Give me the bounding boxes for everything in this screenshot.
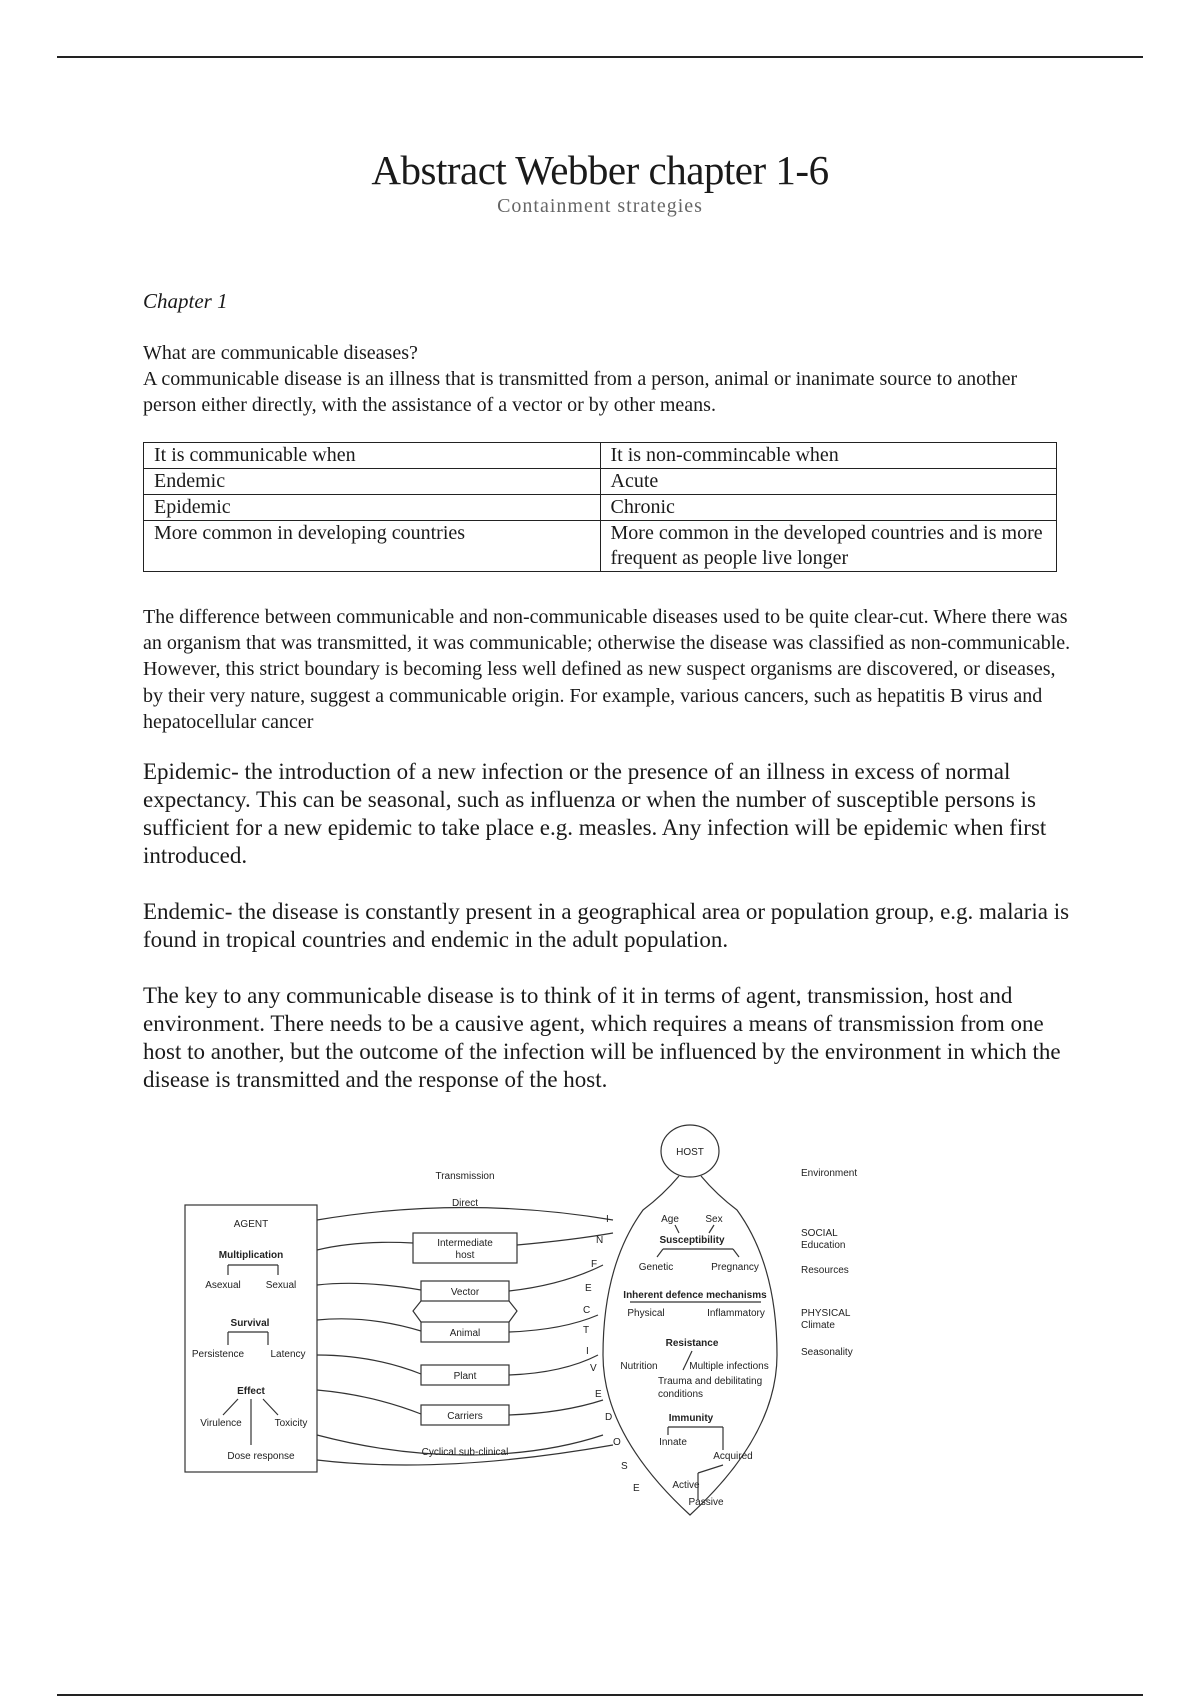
transmission-animal: Animal bbox=[449, 1328, 481, 1339]
environment-physical: PHYSICAL bbox=[801, 1308, 851, 1319]
environment-title: Environment bbox=[801, 1168, 858, 1179]
intro-question: What are communicable diseases? bbox=[143, 342, 418, 364]
agent-host-environment-diagram bbox=[143, 1115, 933, 1555]
bottom-rule bbox=[57, 1694, 1143, 1696]
host-genetic: Genetic bbox=[638, 1262, 674, 1273]
table-cell: Chronic bbox=[600, 495, 1057, 521]
epidemic-paragraph: Epidemic- the introduction of a new infection or the presence of an illness in excess of normal expectancy. This can be seasonal, such as influenza or when the number of susceptible persons is sufficient for a new epidemic to take place e.g. measles. Any infection will be epidemic when first introduced. bbox=[143, 759, 1047, 868]
transmission-title: Transmission bbox=[435, 1171, 495, 1182]
table-row bbox=[144, 469, 1057, 495]
infection-letter: T bbox=[583, 1325, 590, 1336]
host-acquired: Acquired bbox=[713, 1451, 753, 1462]
infection-letter: C bbox=[583, 1305, 591, 1316]
top-rule bbox=[57, 56, 1143, 58]
infection-letter: F bbox=[591, 1259, 598, 1270]
infection-letter: S bbox=[621, 1461, 628, 1472]
environment-social: SOCIAL bbox=[801, 1228, 838, 1239]
host-trauma-conditions: conditions bbox=[658, 1389, 704, 1400]
agent-toxicity: Toxicity bbox=[274, 1418, 308, 1429]
infection-letter: E bbox=[595, 1389, 602, 1400]
infection-letter: D bbox=[605, 1412, 613, 1423]
host-physical: Physical bbox=[627, 1308, 665, 1319]
host-active: Active bbox=[672, 1480, 700, 1491]
difference-paragraph: The difference between communicable and non-communicable diseases used to be quite clear-cut. Where there was an organism that was transmitted, it was communicable; otherwise the disease was classified as non-communicable. However, this strict boundary is becoming less well defined as new suspect organisms are discovered, or diseases, by their very nature, suggest a communicable origin. For example, various cancers, such as hepatitis B virus and hepatocellular cancer bbox=[143, 606, 1071, 733]
table-cell: It is non-commincable when bbox=[600, 443, 1057, 469]
transmission-cyclical: Cyclical sub-clinical bbox=[421, 1447, 509, 1458]
table-cell: More common in the developed countries and is more frequent as people live longer bbox=[600, 521, 1057, 572]
agent-asexual: Asexual bbox=[205, 1280, 241, 1291]
agent-title: AGENT bbox=[233, 1219, 269, 1230]
host-inherent-defence: Inherent defence mechanisms bbox=[623, 1290, 767, 1301]
host-passive: Passive bbox=[688, 1497, 724, 1508]
environment-education: Education bbox=[801, 1240, 846, 1251]
infection-letter: E bbox=[633, 1483, 640, 1494]
transmission-vector: Vector bbox=[450, 1287, 480, 1298]
agent-latency: Latency bbox=[270, 1349, 306, 1360]
table-cell: It is communicable when bbox=[144, 443, 601, 469]
key-paragraph: The key to any communicable disease is to think of it in terms of agent, transmission, host and environment. There needs to be a causive agent, which requires a means of transmission from one host to another, but the outcome of the infection will be influenced by the environment in which the disease is transmitted and the response of the host. bbox=[143, 983, 1061, 1092]
table-cell: More common in developing countries bbox=[144, 521, 601, 572]
agent-multiplication: Multiplication bbox=[218, 1250, 284, 1261]
environment-seasonality: Seasonality bbox=[801, 1347, 853, 1358]
host-pregnancy: Pregnancy bbox=[711, 1262, 759, 1273]
chapter-heading: Chapter 1 bbox=[143, 289, 228, 313]
agent-survival: Survival bbox=[230, 1318, 270, 1329]
transmission-carriers: Carriers bbox=[447, 1411, 483, 1422]
infection-letter: V bbox=[590, 1363, 597, 1374]
comparison-table bbox=[143, 442, 1057, 572]
agent-sexual: Sexual bbox=[265, 1280, 297, 1291]
host-inflammatory: Inflammatory bbox=[707, 1308, 765, 1319]
table-cell: Endemic bbox=[144, 469, 601, 495]
agent-persistence: Persistence bbox=[191, 1349, 245, 1360]
infection-letter: I bbox=[586, 1346, 589, 1357]
transmission-host: host bbox=[455, 1250, 475, 1261]
intro-block bbox=[143, 340, 1063, 418]
transmission-plant: Plant bbox=[453, 1371, 477, 1382]
table-row bbox=[144, 443, 1057, 469]
document-subtitle: Containment strategies bbox=[497, 195, 703, 217]
host-title: HOST bbox=[676, 1147, 704, 1158]
table-cell: Epidemic bbox=[144, 495, 601, 521]
host-immunity: Immunity bbox=[668, 1413, 714, 1424]
transmission-intermediate: Intermediate bbox=[437, 1238, 493, 1249]
table-row bbox=[144, 521, 1057, 572]
environment-resources: Resources bbox=[801, 1265, 849, 1276]
host-sex: Sex bbox=[705, 1214, 723, 1225]
table-cell: Acute bbox=[600, 469, 1057, 495]
table-row bbox=[144, 495, 1057, 521]
infection-letter: E bbox=[585, 1283, 592, 1294]
agent-dose-response: Dose response bbox=[227, 1451, 295, 1462]
host-age: Age bbox=[661, 1214, 679, 1225]
endemic-paragraph: Endemic- the disease is constantly present in a geographical area or population group, e.g. malaria is found in tropical countries and endemic in the adult population. bbox=[143, 899, 1070, 952]
host-innate: Innate bbox=[659, 1437, 687, 1448]
infection-letter: I bbox=[606, 1214, 609, 1225]
agent-effect: Effect bbox=[237, 1386, 265, 1397]
environment-climate: Climate bbox=[801, 1320, 835, 1331]
host-resistance: Resistance bbox=[665, 1338, 719, 1349]
intro-answer: A communicable disease is an illness that is transmitted from a person, animal or inanimate source to another person either directly, with the assistance of a vector or by other means. bbox=[143, 368, 1018, 416]
host-nutrition: Nutrition bbox=[620, 1361, 658, 1372]
transmission-direct: Direct bbox=[451, 1198, 479, 1209]
infection-letter: N bbox=[596, 1235, 604, 1246]
agent-virulence: Virulence bbox=[200, 1418, 242, 1429]
document-title: Abstract Webber chapter 1-6 bbox=[371, 147, 829, 193]
host-trauma: Trauma and debilitating bbox=[658, 1376, 763, 1387]
infection-letter: O bbox=[613, 1437, 621, 1448]
host-multiple-infections: Multiple infections bbox=[689, 1361, 769, 1372]
host-susceptibility: Susceptibility bbox=[659, 1235, 725, 1246]
